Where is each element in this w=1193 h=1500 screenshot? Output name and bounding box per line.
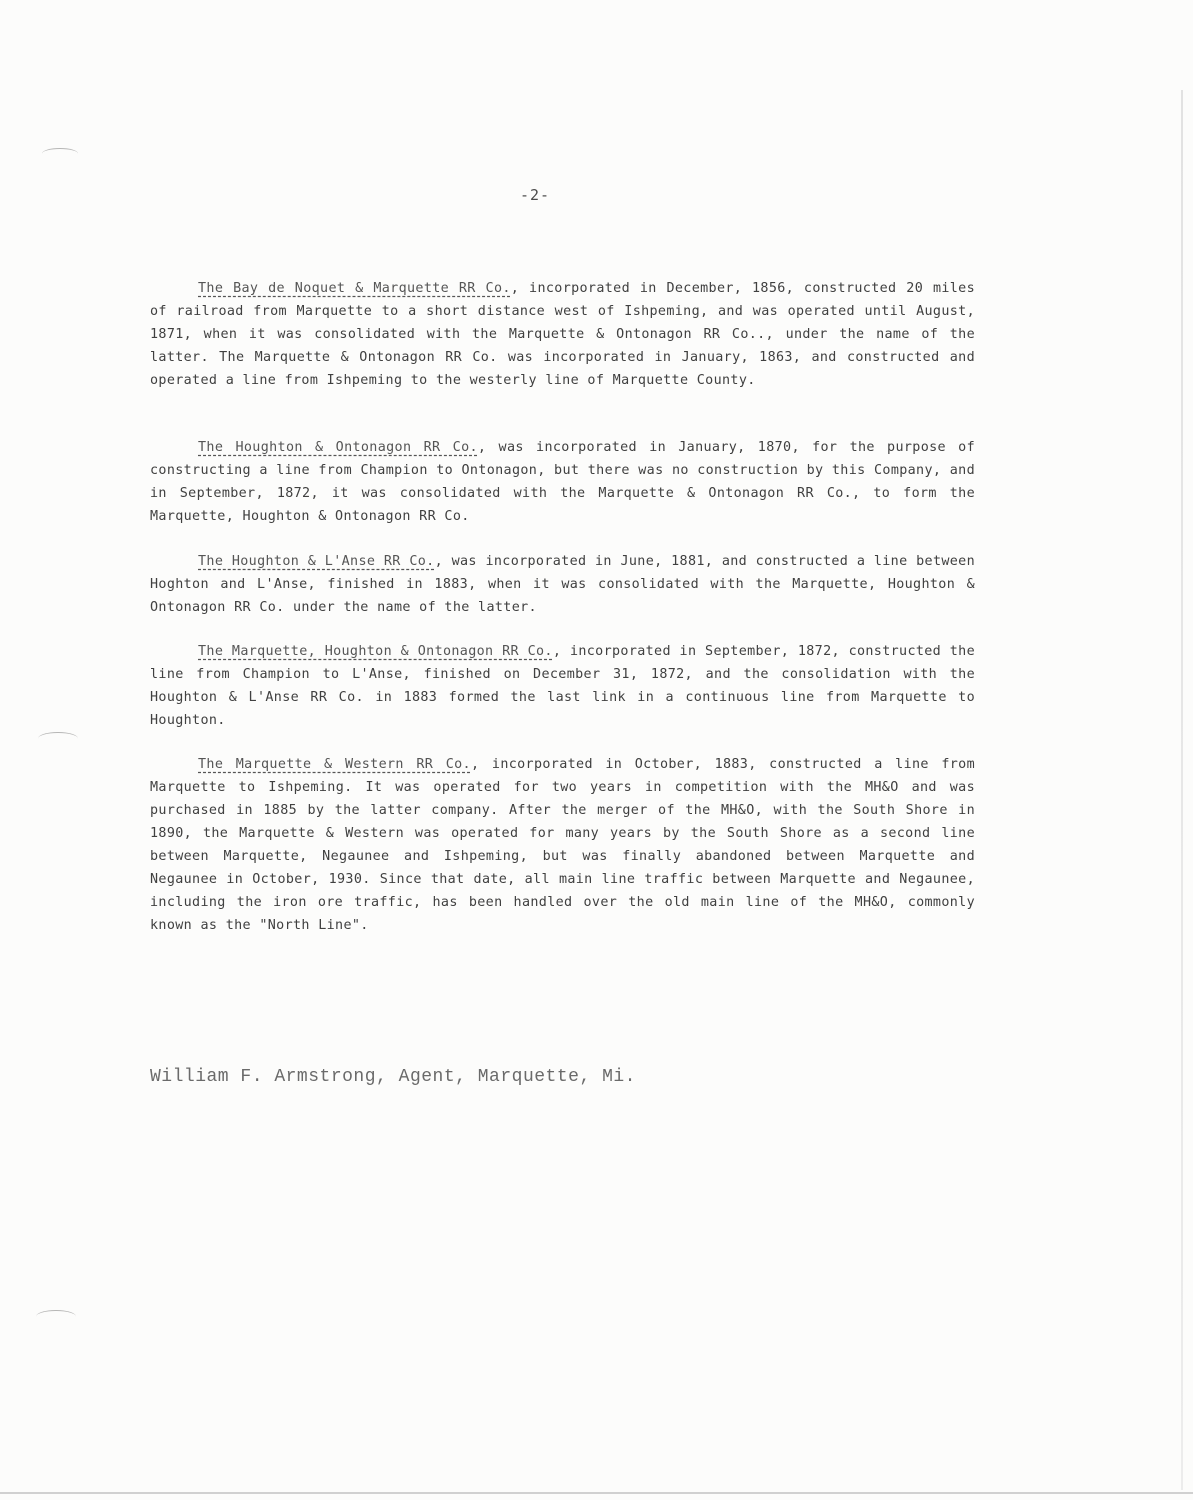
paragraph-marquette-houghton-ontonagon	[150, 640, 975, 732]
company-name: The Marquette & Western RR Co.	[198, 757, 471, 773]
paragraph-text: , incorporated in September, 1872, constructed the line from Champion to L'Anse, finished on December 31, 1872, and the consolidation with the Houghton & L'Anse RR Co. in 1883 formed the last link in a continuous line from Marquette to Houghton.	[150, 644, 975, 729]
page-edge-right	[1181, 90, 1183, 1490]
paragraph-bay-de-noquet	[150, 277, 975, 392]
company-name: The Houghton & Ontonagon RR Co.	[198, 440, 478, 456]
company-name: The Houghton & L'Anse RR Co.	[198, 554, 435, 570]
scan-mark-bottom	[36, 1310, 76, 1323]
company-name: The Marquette, Houghton & Ontonagon RR Co.	[198, 644, 553, 660]
paragraph-text: , incorporated in December, 1856, constructed 20 miles of railroad from Marquette to a short distance west of Ishpeming, and was operated until August, 1871, when it was consolidated with the Marquette & Ontonagon RR Co.., under the name of the latter. The Marquette & Ontonagon RR Co. was incorporated in January, 1863, and constructed and operated a line from Ishpeming to the westerly line of Marquette County.	[150, 281, 975, 389]
paragraph-text: , was incorporated in January, 1870, for the purpose of constructing a line from Champion to Ontonagon, but there was no construction by this Company, and in September, 1872, it was consolidated with the Marquette & Ontonagon RR Co., to form the Marquette, Houghton & Ontonagon RR Co.	[150, 440, 975, 525]
paragraph-houghton-ontonagon	[150, 436, 975, 528]
scan-mark-top	[42, 148, 78, 159]
paragraph-text: , was incorporated in June, 1881, and constructed a line between Hoghton and L'Anse, finished in 1883, when it was consolidated with the Marquette, Houghton & Ontonagon RR Co. under the name of the latter.	[150, 554, 975, 616]
paragraph-text: , incorporated in October, 1883, constructed a line from Marquette to Ishpeming. It was operated for two years in competition with the MH&O and was purchased in 1885 by the latter company. After the merger of the MH&O, with the South Shore in 1890, the Marquette & Western was operated for many years by the South Shore as a second line between Marquette, Negaunee and Ishpeming, but was finally abandoned between Marquette and Negaunee in October, 1930. Since that date, all main line traffic between Marquette and Negaunee, including the iron ore traffic, has been handled over the old main line of the MH&O, commonly known as the "North Line".	[150, 757, 975, 934]
company-name: The Bay de Noquet & Marquette RR Co.	[198, 281, 511, 297]
scan-mark-middle	[38, 732, 78, 745]
page-number: -2-	[519, 186, 551, 204]
paragraph-houghton-lanse	[150, 550, 975, 619]
page-edge-bottom	[0, 1492, 1193, 1494]
paragraph-marquette-western	[150, 753, 975, 937]
signature-line: William F. Armstrong, Agent, Marquette, Mi.	[150, 1067, 636, 1087]
